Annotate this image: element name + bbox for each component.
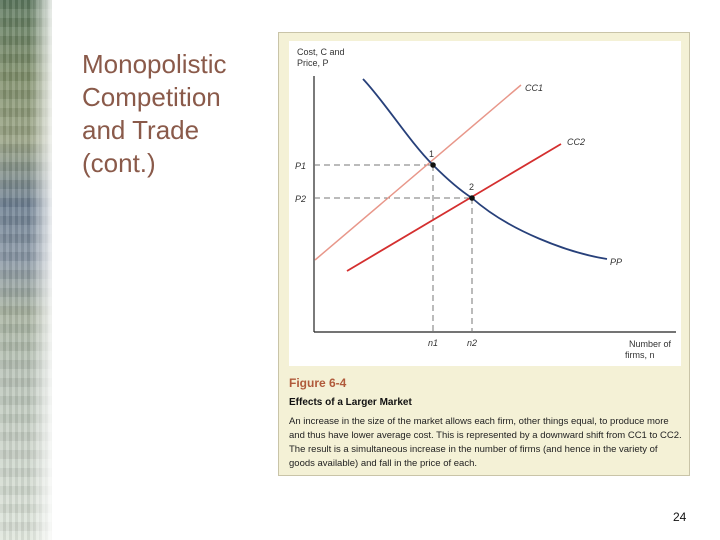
x-axis-title-line-1: Number of: [629, 339, 672, 349]
series-line-cc2: [347, 144, 561, 271]
series-line-cc1: [315, 85, 521, 260]
equilibrium-point-1: [430, 162, 436, 168]
figure-subtitle: Effects of a Larger Market: [289, 397, 412, 408]
decorative-side-image: [0, 0, 52, 540]
equilibrium-point-2: [469, 195, 475, 201]
y-axis-title-line-2: Price, P: [297, 58, 329, 68]
x-axis-title-line-2: firms, n: [625, 350, 655, 360]
y-axis-title-line-1: Cost, C and: [297, 47, 345, 57]
page-number: 24: [673, 510, 687, 524]
chart: [289, 41, 681, 366]
y-tick-label-p2: P2: [295, 194, 307, 204]
chart-panel: [289, 41, 681, 366]
series-label-cc2: CC2: [567, 137, 586, 147]
x-tick-label-n1: n1: [428, 338, 439, 348]
series-label-pp: PP: [610, 257, 623, 267]
slide-title: Monopolistic Competition and Trade (cont.): [82, 49, 227, 178]
point-label-2: 2: [469, 182, 475, 192]
series-line-pp: [363, 79, 607, 259]
figure-label: Figure 6-4: [289, 376, 347, 390]
x-tick-label-n2: n2: [467, 338, 478, 348]
point-label-1: 1: [429, 149, 435, 159]
decorative-fade: [30, 0, 52, 540]
figure-caption: An increase in the size of the market allows each firm, other things equal, to produce more and thus have lower average cost. This is represented by a downward shift from CC1 to CC2. The result is a simultaneous increase in the number of firms (and hence in the variety of goods available) and fall in the price of each.: [289, 416, 682, 469]
figure-box: [278, 32, 690, 476]
series-label-cc1: CC1: [525, 83, 544, 93]
y-tick-label-p1: P1: [295, 161, 307, 171]
